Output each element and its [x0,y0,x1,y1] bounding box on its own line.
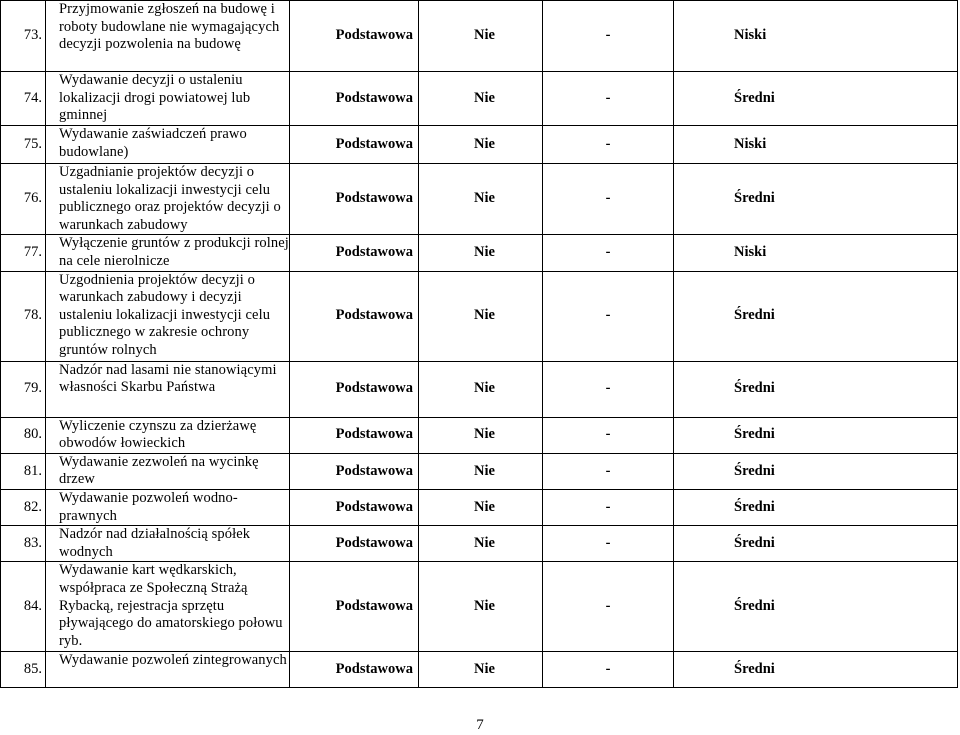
row-number: 85. [1,652,46,688]
row-decision: Nie [419,271,543,361]
row-decision: Nie [419,164,543,235]
row-risk-level: Niski [674,1,958,72]
row-number: 79. [1,361,46,417]
row-description: Nadzór nad lasami nie stanowiącymi własności Skarbu Państwa [46,361,290,417]
row-risk-level: Średni [674,489,958,525]
table-row [1,562,958,652]
table-row [1,453,958,489]
row-risk-level: Średni [674,417,958,453]
row-dash: - [543,417,674,453]
row-decision: Nie [419,72,543,126]
row-number: 83. [1,526,46,562]
row-description: Wydawanie zezwoleń na wycinkę drzew [46,453,290,489]
row-risk-level: Średni [674,562,958,652]
row-type: Podstawowa [290,164,419,235]
row-decision: Nie [419,235,543,271]
row-description: Wydawanie zaświadczeń prawo budowlane) [46,126,290,164]
page-number: 7 [476,717,484,733]
row-dash: - [543,164,674,235]
row-risk-level: Średni [674,652,958,688]
row-number: 75. [1,126,46,164]
row-type: Podstawowa [290,1,419,72]
table-row [1,271,958,361]
row-type: Podstawowa [290,126,419,164]
row-decision: Nie [419,1,543,72]
row-dash: - [543,489,674,525]
table-row [1,235,958,271]
row-number: 76. [1,164,46,235]
row-type: Podstawowa [290,453,419,489]
row-description: Wyłączenie gruntów z produkcji rolnej na cele nierolnicze [46,235,290,271]
row-type: Podstawowa [290,361,419,417]
row-number: 80. [1,417,46,453]
row-dash: - [543,652,674,688]
table-row [1,652,958,688]
row-dash: - [543,361,674,417]
table-row [1,164,958,235]
row-type: Podstawowa [290,652,419,688]
table-row [1,1,958,72]
row-number: 74. [1,72,46,126]
row-number: 73. [1,1,46,72]
row-decision: Nie [419,417,543,453]
row-number: 82. [1,489,46,525]
row-description: Wydawanie pozwoleń zintegrowanych [46,652,290,688]
risk-table-body [1,1,958,688]
row-decision: Nie [419,562,543,652]
row-type: Podstawowa [290,417,419,453]
row-description: Przyjmowanie zgłoszeń na budowę i roboty budowlane nie wymagających decyzji pozwolenia na budowę [46,1,290,72]
row-dash: - [543,126,674,164]
table-row [1,361,958,417]
row-risk-level: Niski [674,235,958,271]
row-type: Podstawowa [290,235,419,271]
table-row [1,417,958,453]
row-description: Wydawanie pozwoleń wodno-prawnych [46,489,290,525]
row-risk-level: Średni [674,526,958,562]
row-dash: - [543,562,674,652]
row-number: 77. [1,235,46,271]
row-description: Uzgodnienia projektów decyzji o warunkach zabudowy i decyzji ustaleniu lokalizacji inwestycji celu publicznego w zakresie ochrony gruntów rolnych [46,271,290,361]
row-description: Wyliczenie czynszu za dzierżawę obwodów łowieckich [46,417,290,453]
row-dash: - [543,453,674,489]
row-number: 81. [1,453,46,489]
row-dash: - [543,526,674,562]
row-number: 78. [1,271,46,361]
row-dash: - [543,72,674,126]
row-risk-level: Średni [674,72,958,126]
row-type: Podstawowa [290,271,419,361]
table-row [1,126,958,164]
row-type: Podstawowa [290,489,419,525]
row-description: Wydawanie decyzji o ustaleniu lokalizacji drogi powiatowej lub gminnej [46,72,290,126]
row-decision: Nie [419,526,543,562]
row-decision: Nie [419,126,543,164]
row-risk-level: Średni [674,453,958,489]
row-type: Podstawowa [290,562,419,652]
row-risk-level: Średni [674,164,958,235]
row-number: 84. [1,562,46,652]
row-dash: - [543,1,674,72]
row-dash: - [543,271,674,361]
row-risk-level: Średni [674,361,958,417]
row-risk-level: Niski [674,126,958,164]
row-decision: Nie [419,453,543,489]
row-description: Uzgadnianie projektów decyzji o ustaleniu lokalizacji inwestycji celu publicznego oraz projektów decyzji o warunkach zabudowy [46,164,290,235]
table-row [1,489,958,525]
table-row [1,72,958,126]
row-type: Podstawowa [290,526,419,562]
row-risk-level: Średni [674,271,958,361]
row-description: Wydawanie kart wędkarskich, współpraca ze Społeczną Strażą Rybacką, rejestracja sprzętu pływającego do amatorskiego połowu ryb. [46,562,290,652]
row-decision: Nie [419,361,543,417]
row-description: Nadzór nad działalnością spółek wodnych [46,526,290,562]
row-decision: Nie [419,489,543,525]
row-dash: - [543,235,674,271]
row-decision: Nie [419,652,543,688]
row-type: Podstawowa [290,72,419,126]
table-row [1,526,958,562]
